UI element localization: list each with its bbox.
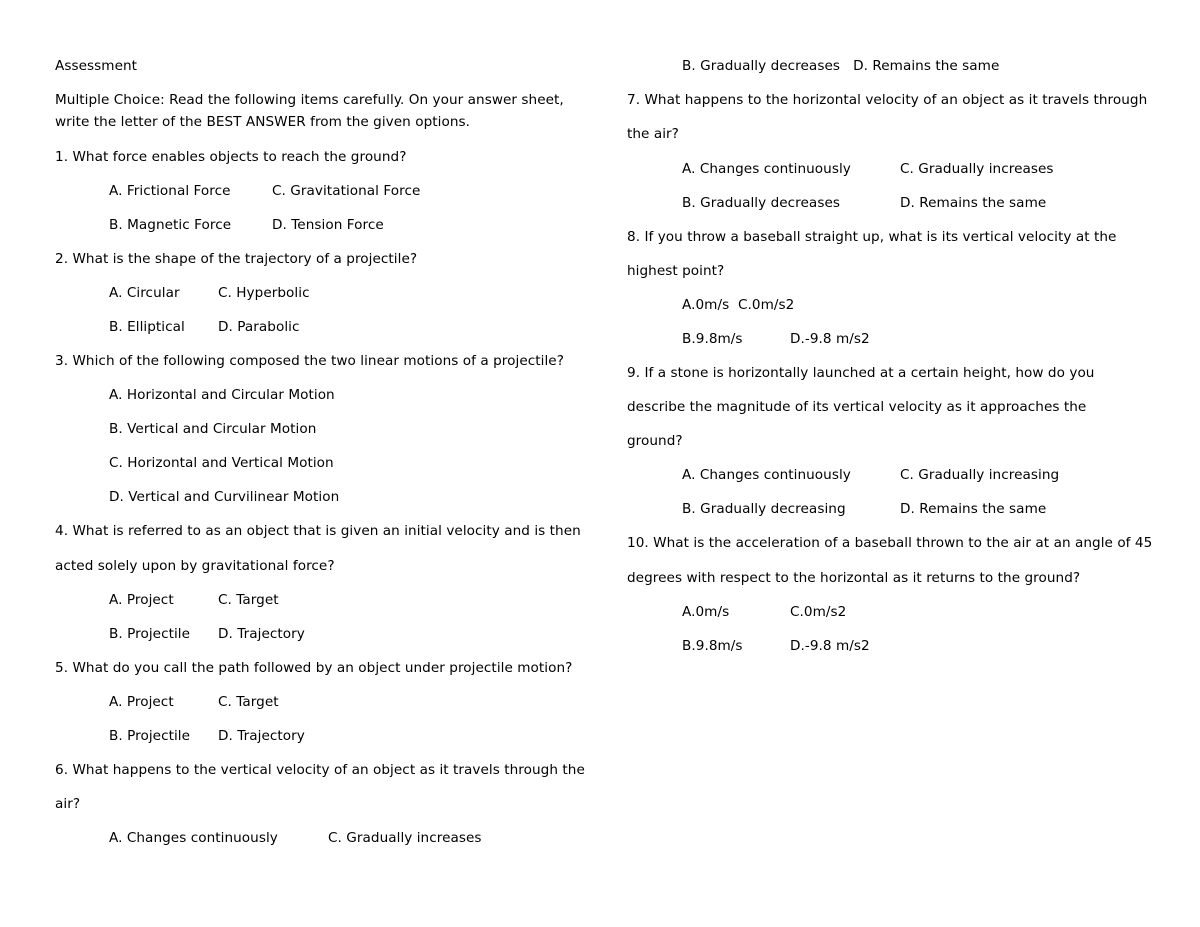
question-6-option-c: C. Gradually increases (328, 830, 482, 846)
question-8-options-a-c: A.0m/s C.0m/s2 (682, 297, 795, 313)
question-4-option-b: B. Projectile (109, 626, 191, 642)
question-2-option-b: B. Elliptical (109, 319, 185, 335)
question-5-option-c: C. Target (218, 694, 279, 710)
question-4-option-a: A. Project (109, 592, 174, 608)
question-7-stem-line-1: 7. What happens to the horizontal velocity of an object as it travels through (627, 92, 1148, 108)
question-6-options-b-d: B. Gradually decreases D. Remains the same (682, 58, 1000, 74)
question-4-stem-line-1: 4. What is referred to as an object that is given an initial velocity and is then (55, 523, 581, 539)
question-7-option-d: D. Remains the same (900, 195, 1047, 211)
question-8-option-d: D.-9.8 m/s2 (790, 331, 870, 347)
question-1-option-c: C. Gravitational Force (272, 183, 421, 199)
question-8-option-b: B.9.8m/s (682, 331, 743, 347)
question-10-option-b: B.9.8m/s (682, 638, 743, 654)
question-7-option-b: B. Gradually decreases (682, 195, 840, 211)
question-5-option-b: B. Projectile (109, 728, 191, 744)
question-2-option-d: D. Parabolic (218, 319, 300, 335)
question-9-stem-line-3: ground? (627, 433, 683, 449)
question-7-stem-line-2: the air? (627, 126, 679, 142)
question-1-option-b: B. Magnetic Force (109, 217, 232, 233)
question-5-option-a: A. Project (109, 694, 174, 710)
question-2-stem: 2. What is the shape of the trajectory of a projectile? (55, 251, 418, 267)
question-1-option-d: D. Tension Force (272, 217, 384, 233)
question-9-option-a: A. Changes continuously (682, 467, 851, 483)
question-3-option-d: D. Vertical and Curvilinear Motion (109, 489, 340, 505)
question-9-option-b: B. Gradually decreasing (682, 501, 846, 517)
question-9-stem-line-2: describe the magnitude of its vertical velocity as it approaches the (627, 399, 1087, 415)
question-9-option-c: C. Gradually increasing (900, 467, 1060, 483)
page-title: Assessment (55, 58, 138, 74)
instructions-line-1: Multiple Choice: Read the following items carefully. On your answer sheet, (55, 92, 564, 108)
instructions-line-2: write the letter of the BEST ANSWER from the given options. (55, 114, 470, 130)
question-2-option-a: A. Circular (109, 285, 180, 301)
question-3-stem: 3. Which of the following composed the two linear motions of a projectile? (55, 353, 564, 369)
question-10-option-a: A.0m/s (682, 604, 730, 620)
question-5-stem: 5. What do you call the path followed by an object under projectile motion? (55, 660, 573, 676)
question-4-option-c: C. Target (218, 592, 279, 608)
question-1-stem: 1. What force enables objects to reach the ground? (55, 149, 407, 165)
question-4-stem-line-2: acted solely upon by gravitational force? (55, 558, 335, 574)
question-4-option-d: D. Trajectory (218, 626, 305, 642)
question-2-option-c: C. Hyperbolic (218, 285, 310, 301)
question-6-stem-line-2: air? (55, 796, 81, 812)
question-9-stem-line-1: 9. If a stone is horizontally launched at a certain height, how do you (627, 365, 1095, 381)
question-1-option-a: A. Frictional Force (109, 183, 231, 199)
question-8-stem-line-2: highest point? (627, 263, 725, 279)
question-5-option-d: D. Trajectory (218, 728, 305, 744)
question-10-stem-line-2: degrees with respect to the horizontal as it returns to the ground? (627, 570, 1081, 586)
question-6-stem-line-1: 6. What happens to the vertical velocity of an object as it travels through the (55, 762, 585, 778)
question-3-option-c: C. Horizontal and Vertical Motion (109, 455, 334, 471)
question-3-option-b: B. Vertical and Circular Motion (109, 421, 317, 437)
question-10-option-c: C.0m/s2 (790, 604, 847, 620)
question-3-option-a: A. Horizontal and Circular Motion (109, 387, 335, 403)
question-7-option-c: C. Gradually increases (900, 161, 1054, 177)
question-7-option-a: A. Changes continuously (682, 161, 851, 177)
question-6-option-a: A. Changes continuously (109, 830, 278, 846)
question-9-option-d: D. Remains the same (900, 501, 1047, 517)
question-10-stem-line-1: 10. What is the acceleration of a baseball thrown to the air at an angle of 45 (627, 535, 1153, 551)
question-10-option-d: D.-9.8 m/s2 (790, 638, 870, 654)
question-8-stem-line-1: 8. If you throw a baseball straight up, what is its vertical velocity at the (627, 229, 1117, 245)
